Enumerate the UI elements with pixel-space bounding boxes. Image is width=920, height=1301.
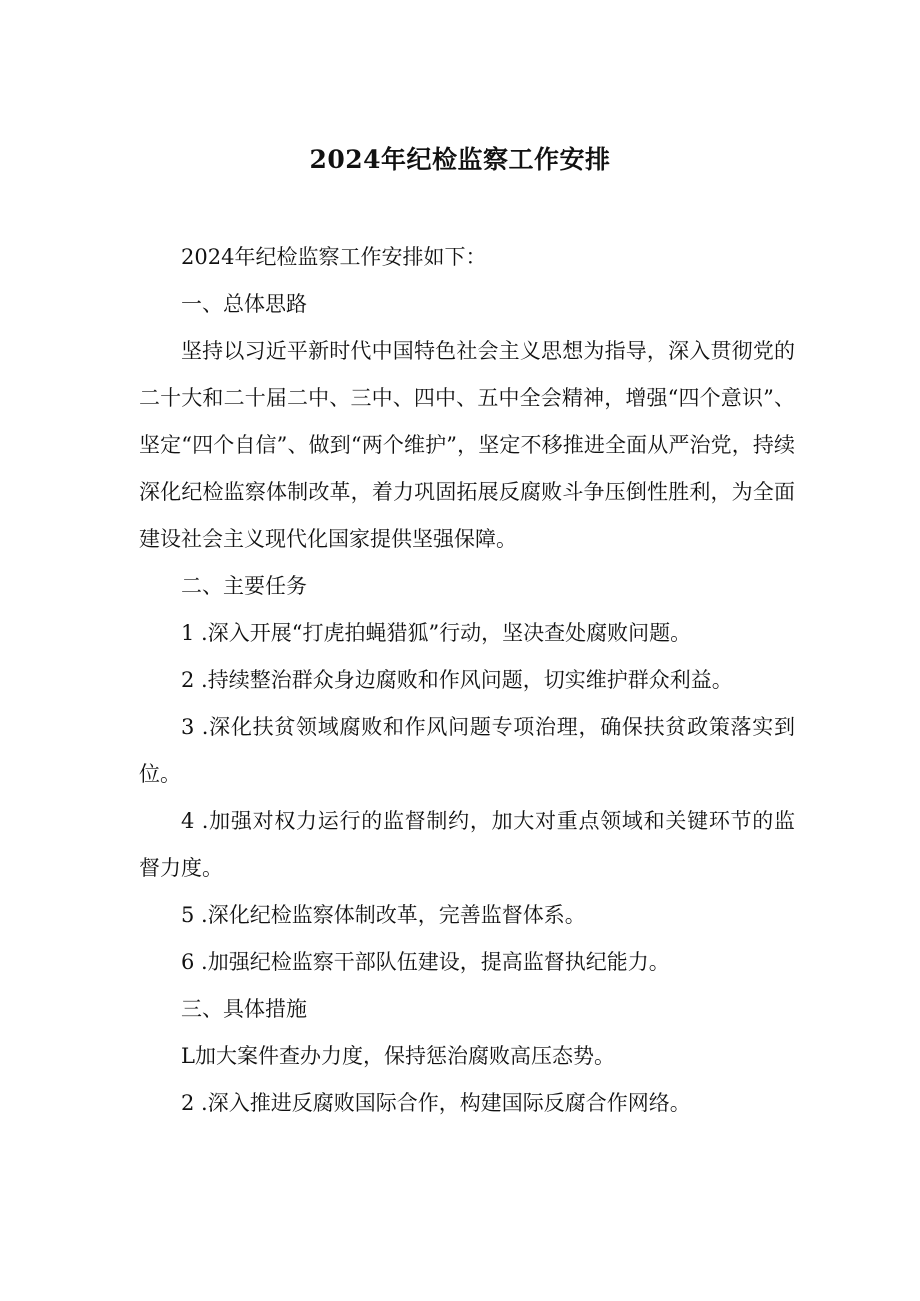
section-heading-3: 三、具体措施 (181, 997, 307, 1021)
measure-item-1: L加大案件查办力度，保持惩治腐败高压态势。 (181, 1044, 615, 1068)
intro-paragraph: 2024年纪检监察工作安排如下： (181, 245, 487, 269)
task-item-1: 1 .深入开展“打虎拍蝇猎狐”行动，坚决查处腐败问题。 (181, 621, 692, 645)
section-heading-2: 二、主要任务 (181, 574, 307, 598)
task-item-2: 2 .持续整治群众身边腐败和作风问题，切实维护群众利益。 (181, 668, 733, 692)
section-heading-1: 一、总体思路 (181, 292, 307, 316)
task-item-6: 6 .加强纪检监察干部队伍建设，提高监督执纪能力。 (181, 950, 670, 974)
measure-item-2: 2 .深入推进反腐败国际合作，构建国际反腐合作网络。 (181, 1091, 691, 1115)
document-title: 2024年纪检监察工作安排 (309, 145, 611, 174)
overall-approach-paragraph: 坚持以习近平新时代中国特色社会主义思想为指导，深入贯彻党的二十大和二十届二中、三中、四中、五中全会精神，增强“四个意识”、坚定“四个自信”、做到“两个维护”，坚定不移推进全面从严治党，持续深化纪检监察体制改革，着力巩固拓展反腐败斗争压倒性胜利，为全面建设社会主义现代化国家提供坚强保障。 (139, 339, 795, 551)
task-item-3: 3 .深化扶贫领域腐败和作风问题专项治理，确保扶贫政策落实到位。 (139, 715, 795, 786)
task-item-5: 5 .深化纪检监察体制改革，完善监督体系。 (181, 903, 586, 927)
document-body (139, 234, 795, 1127)
task-item-4: 4 .加强对权力运行的监督制约，加大对重点领域和关键环节的监督力度。 (139, 809, 795, 880)
